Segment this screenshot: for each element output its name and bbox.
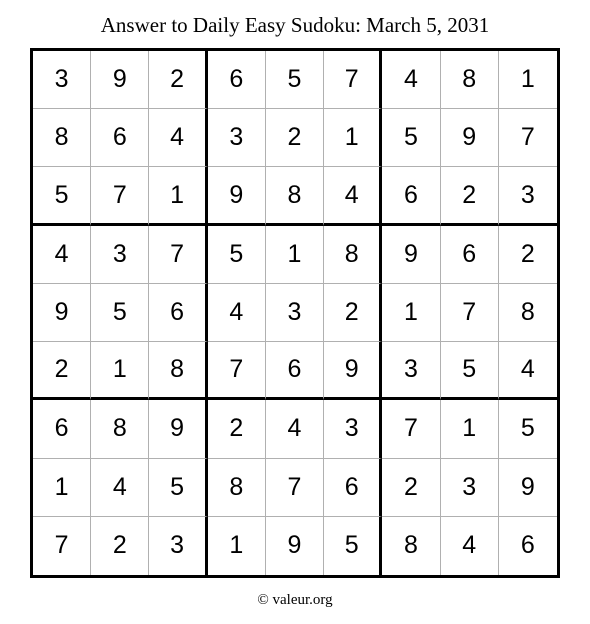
sudoku-cell: 7 (266, 459, 324, 517)
sudoku-cell: 7 (382, 400, 440, 458)
sudoku-cell: 1 (149, 167, 207, 225)
sudoku-cell: 1 (499, 51, 557, 109)
sudoku-cell: 9 (266, 517, 324, 575)
sudoku-cell: 2 (91, 517, 149, 575)
sudoku-cell: 7 (33, 517, 91, 575)
sudoku-cell: 1 (33, 459, 91, 517)
sudoku-cell: 8 (441, 51, 499, 109)
sudoku-cell: 6 (208, 51, 266, 109)
sudoku-cell: 9 (208, 167, 266, 225)
sudoku-cell: 4 (208, 284, 266, 342)
sudoku-cell: 6 (324, 459, 382, 517)
sudoku-cell: 6 (382, 167, 440, 225)
sudoku-cell: 3 (149, 517, 207, 575)
sudoku-cell: 2 (441, 167, 499, 225)
sudoku-cell: 2 (499, 226, 557, 284)
sudoku-cell: 3 (208, 109, 266, 167)
sudoku-cell: 5 (149, 459, 207, 517)
sudoku-cell: 8 (33, 109, 91, 167)
sudoku-board (30, 48, 560, 578)
sudoku-cell: 4 (324, 167, 382, 225)
sudoku-cell: 8 (382, 517, 440, 575)
sudoku-cell: 8 (499, 284, 557, 342)
sudoku-cell: 2 (266, 109, 324, 167)
sudoku-cell: 2 (33, 342, 91, 400)
page-title: Answer to Daily Easy Sudoku: March 5, 2031 (100, 13, 490, 37)
sudoku-cell: 3 (441, 459, 499, 517)
sudoku-cell: 8 (266, 167, 324, 225)
sudoku-cell: 4 (441, 517, 499, 575)
sudoku-cell: 9 (499, 459, 557, 517)
sudoku-cell: 9 (149, 400, 207, 458)
sudoku-cell: 5 (324, 517, 382, 575)
sudoku-cell: 5 (208, 226, 266, 284)
sudoku-cell: 9 (441, 109, 499, 167)
sudoku-cell: 8 (324, 226, 382, 284)
sudoku-cell: 6 (91, 109, 149, 167)
sudoku-cell: 7 (208, 342, 266, 400)
sudoku-cell: 5 (441, 342, 499, 400)
sudoku-cell: 4 (91, 459, 149, 517)
sudoku-cell: 6 (149, 284, 207, 342)
sudoku-cell: 6 (266, 342, 324, 400)
sudoku-cell: 3 (266, 284, 324, 342)
sudoku-cell: 4 (266, 400, 324, 458)
sudoku-cell: 2 (208, 400, 266, 458)
copyright-footer: © valeur.org (257, 592, 333, 608)
sudoku-cell: 9 (91, 51, 149, 109)
sudoku-cell: 5 (33, 167, 91, 225)
sudoku-cell: 3 (382, 342, 440, 400)
sudoku-cell: 4 (33, 226, 91, 284)
sudoku-cell: 7 (324, 51, 382, 109)
sudoku-cell: 1 (91, 342, 149, 400)
sudoku-cell: 1 (266, 226, 324, 284)
sudoku-cell: 2 (324, 284, 382, 342)
sudoku-cell: 8 (208, 459, 266, 517)
sudoku-cell: 9 (324, 342, 382, 400)
sudoku-cell: 8 (149, 342, 207, 400)
sudoku-cell: 1 (441, 400, 499, 458)
sudoku-cell: 4 (382, 51, 440, 109)
sudoku-cell: 1 (208, 517, 266, 575)
sudoku-cell: 7 (149, 226, 207, 284)
sudoku-cell: 5 (382, 109, 440, 167)
sudoku-cell: 5 (91, 284, 149, 342)
sudoku-cell: 3 (499, 167, 557, 225)
sudoku-cell: 3 (91, 226, 149, 284)
sudoku-cell: 3 (324, 400, 382, 458)
sudoku-cell: 8 (91, 400, 149, 458)
sudoku-cell: 1 (382, 284, 440, 342)
sudoku-cell: 4 (499, 342, 557, 400)
sudoku-cell: 5 (266, 51, 324, 109)
sudoku-cell: 2 (382, 459, 440, 517)
sudoku-cell: 3 (33, 51, 91, 109)
sudoku-cell: 6 (33, 400, 91, 458)
sudoku-cell: 4 (149, 109, 207, 167)
sudoku-cell: 7 (441, 284, 499, 342)
sudoku-cell: 9 (33, 284, 91, 342)
sudoku-cell: 9 (382, 226, 440, 284)
sudoku-cell: 5 (499, 400, 557, 458)
sudoku-cell: 1 (324, 109, 382, 167)
sudoku-cell: 2 (149, 51, 207, 109)
sudoku-cell: 6 (499, 517, 557, 575)
sudoku-cell: 7 (499, 109, 557, 167)
sudoku-cell: 6 (441, 226, 499, 284)
sudoku-cell: 7 (91, 167, 149, 225)
